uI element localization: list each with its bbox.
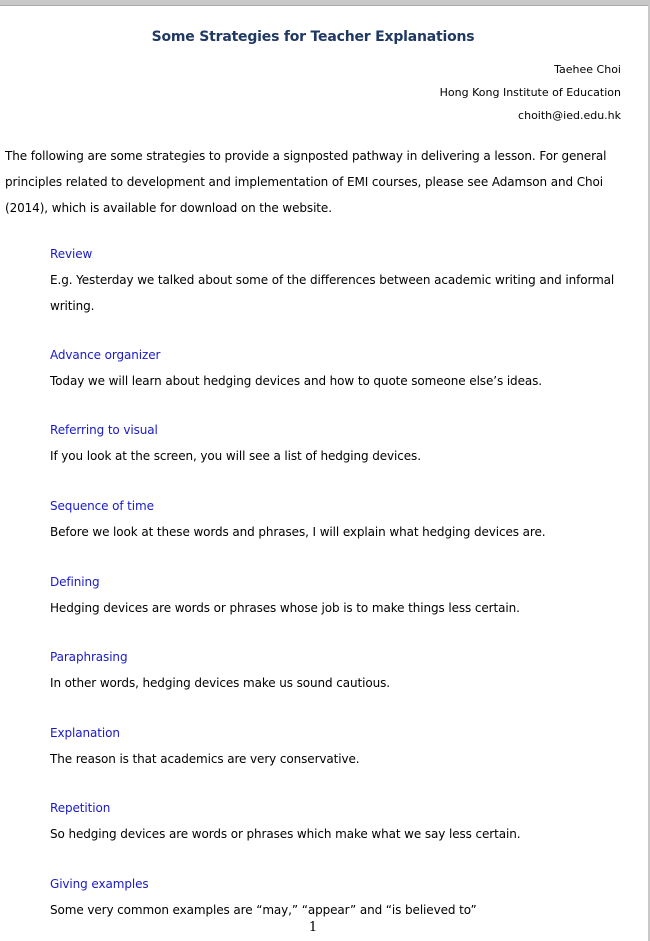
author-name: Taehee Choi xyxy=(554,63,621,76)
strategy-sequence-of-time xyxy=(50,493,625,545)
author-block xyxy=(440,58,621,127)
strategy-example: Before we look at these words and phrases, I will explain what hedging devices are. xyxy=(50,525,546,539)
strategy-repetition xyxy=(50,795,625,847)
strategy-label: Sequence of time xyxy=(50,499,154,513)
strategy-example: So hedging devices are words or phrases which make what we say less certain. xyxy=(50,827,521,841)
strategy-example: E.g. Yesterday we talked about some of the differences between academic writing and informal writing. xyxy=(50,273,615,313)
strategy-label: Advance organizer xyxy=(50,348,161,362)
strategy-defining xyxy=(50,569,625,621)
strategy-example: Hedging devices are words or phrases whose job is to make things less certain. xyxy=(50,601,520,615)
document-title: Some Strategies for Teacher Explanations xyxy=(151,29,475,45)
strategy-paraphrasing xyxy=(50,644,625,696)
strategy-label: Referring to visual xyxy=(50,423,158,437)
strategy-label: Repetition xyxy=(50,801,111,815)
strategy-referring-to-visual xyxy=(50,417,625,469)
strategy-review xyxy=(50,241,625,319)
intro-paragraph: The following are some strategies to provide a signposted pathway in delivering a lesson. For general principles related to development and implementation of EMI courses, please see Adamson and Choi (2014), which is available for download on the website. xyxy=(5,149,607,215)
page-number: 1 xyxy=(308,920,318,935)
author-institution: Hong Kong Institute of Education xyxy=(439,86,621,99)
strategy-explanation xyxy=(50,720,625,772)
strategy-label: Paraphrasing xyxy=(50,650,128,664)
strategy-giving-examples xyxy=(50,871,625,923)
page-top-border xyxy=(0,0,650,6)
strategy-label: Review xyxy=(50,247,93,261)
strategy-example: In other words, hedging devices make us sound cautious. xyxy=(50,676,390,690)
strategy-example: If you look at the screen, you will see a list of hedging devices. xyxy=(50,449,421,463)
author-email: choith@ied.edu.hk xyxy=(518,109,621,122)
strategy-label: Defining xyxy=(50,575,100,589)
strategy-advance-organizer xyxy=(50,342,625,394)
strategy-label: Giving examples xyxy=(50,877,149,891)
strategy-label: Explanation xyxy=(50,726,120,740)
strategy-example: The reason is that academics are very conservative. xyxy=(50,752,360,766)
strategy-example: Today we will learn about hedging devices and how to quote someone else’s ideas. xyxy=(50,374,542,388)
strategy-example: Some very common examples are “may,” “appear” and “is believed to” xyxy=(50,903,477,917)
